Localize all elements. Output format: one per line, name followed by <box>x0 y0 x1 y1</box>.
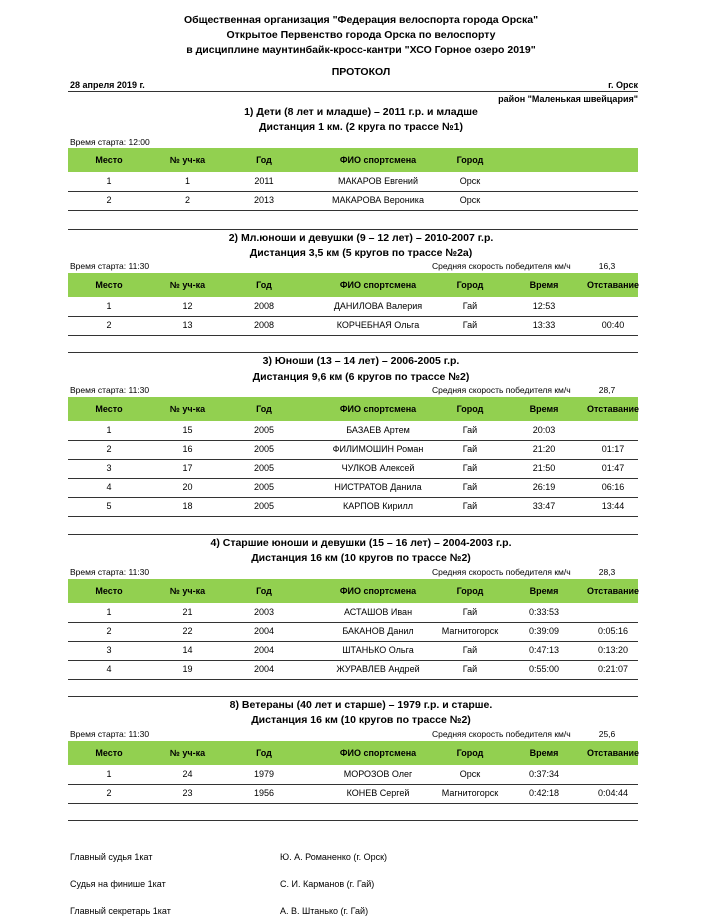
cell-place: 4 <box>106 482 112 492</box>
cell-gap: 13:44 <box>601 501 625 511</box>
col-city: Город <box>456 586 484 596</box>
col-year: Год <box>256 748 272 758</box>
header-divider <box>68 91 638 92</box>
col-year: Год <box>256 404 272 414</box>
cell-name: БАЗАЕВ Артем <box>346 425 410 435</box>
cell-place: 1 <box>106 607 112 617</box>
col-number: № уч-ка <box>169 155 206 165</box>
cell-number: 19 <box>182 664 193 674</box>
table-row <box>68 765 638 785</box>
cell-number: 18 <box>182 501 193 511</box>
cell-city: Гай <box>462 501 478 511</box>
cell-city: Гай <box>462 664 478 674</box>
cell-place: 1 <box>106 769 112 779</box>
cell-time: 20:03 <box>532 425 556 435</box>
cell-city: Гай <box>462 607 478 617</box>
speed-value: 28,3 <box>598 567 616 577</box>
col-gap: Отставание <box>586 586 640 596</box>
speed-label: Средняя скорость победителя км/ч <box>432 385 571 395</box>
cell-time: 12:53 <box>532 301 556 311</box>
table-header <box>68 148 638 172</box>
event-city: г. Орск <box>608 80 638 90</box>
col-year: Год <box>256 586 272 596</box>
cell-city: Гай <box>462 463 478 473</box>
col-year: Год <box>256 155 272 165</box>
cell-year: 2008 <box>253 301 275 311</box>
cell-time: 13:33 <box>532 320 556 330</box>
cell-year: 2005 <box>253 425 275 435</box>
cell-place: 2 <box>106 788 112 798</box>
col-name: ФИО спортсмена <box>339 280 417 290</box>
cell-name: НИСТРАТОВ Данила <box>334 482 422 492</box>
col-name: ФИО спортсмена <box>339 586 417 596</box>
table-header <box>68 273 638 297</box>
signature-name: А. В. Штанько (г. Гай) <box>280 906 369 916</box>
section-title: 3) Юноши (13 – 14 лет) – 2006-2005 г.р. <box>262 355 460 367</box>
col-place: Место <box>95 280 123 290</box>
cell-name: ФИЛИМОШИН Роман <box>332 444 424 454</box>
cell-time: 0:37:34 <box>528 769 560 779</box>
cell-place: 2 <box>106 320 112 330</box>
cell-number: 20 <box>182 482 193 492</box>
cell-year: 2004 <box>253 645 275 655</box>
cell-gap: 0:13:20 <box>597 645 629 655</box>
cell-time: 0:55:00 <box>528 664 560 674</box>
cell-year: 2005 <box>253 482 275 492</box>
cell-year: 2005 <box>253 501 275 511</box>
signature-name: С. И. Карманов (г. Гай) <box>280 879 375 889</box>
cell-name: КАРПОВ Кирилл <box>342 501 414 511</box>
col-gap: Отставание <box>586 748 640 758</box>
cell-name: КОРЧЕБНАЯ Ольга <box>336 320 420 330</box>
table-row <box>68 497 638 517</box>
section-divider <box>68 696 638 697</box>
cell-number: 22 <box>182 626 193 636</box>
col-time: Время <box>529 280 559 290</box>
col-year: Год <box>256 280 272 290</box>
cell-number: 24 <box>182 769 193 779</box>
cell-name: ДАНИЛОВА Валерия <box>333 301 423 311</box>
cell-city: Магнитогорск <box>441 626 499 636</box>
table-row <box>68 459 638 479</box>
section-distance: Дистанция 3,5 км (5 кругов по трассе №2а) <box>249 247 473 259</box>
cell-name: МАКАРОВА Вероника <box>332 195 424 205</box>
table-row <box>68 316 638 336</box>
start-time: Время старта: 11:30 <box>70 385 150 395</box>
cell-place: 3 <box>106 645 112 655</box>
cell-number: 2 <box>184 195 190 205</box>
cell-time: 0:42:18 <box>528 788 560 798</box>
cell-name: МОРОЗОВ Олег <box>343 769 413 779</box>
table-header <box>68 741 638 765</box>
cell-time: 21:20 <box>532 444 556 454</box>
section-distance: Дистанция 16 км (10 кругов по трассе №2) <box>251 552 471 564</box>
signature-name: Ю. А. Романенко (г. Орск) <box>280 852 388 862</box>
col-time: Время <box>529 586 559 596</box>
col-place: Место <box>95 748 123 758</box>
cell-time: 0:33:53 <box>528 607 560 617</box>
cell-year: 2005 <box>253 444 275 454</box>
section-title: 8) Ветераны (40 лет и старше) – 1979 г.р. и старше. <box>229 699 493 711</box>
cell-year: 2005 <box>253 463 275 473</box>
speed-value: 25,6 <box>598 729 616 739</box>
speed-value: 16,3 <box>598 261 616 271</box>
col-name: ФИО спортсмена <box>339 404 417 414</box>
event-date: 28 апреля 2019 г. <box>70 80 145 90</box>
cell-gap: 0:21:07 <box>597 664 629 674</box>
cell-year: 2004 <box>253 626 275 636</box>
col-gap: Отставание <box>586 280 640 290</box>
cell-gap: 01:17 <box>601 444 625 454</box>
cell-name: АСТАШОВ Иван <box>343 607 413 617</box>
table-row <box>68 622 638 642</box>
table-row <box>68 603 638 623</box>
protocol-title: ПРОТОКОЛ <box>331 66 391 78</box>
cell-time: 0:39:09 <box>528 626 560 636</box>
cell-city: Орск <box>459 769 481 779</box>
cell-city: Орск <box>459 176 481 186</box>
cell-time: 26:19 <box>532 482 556 492</box>
table-row <box>68 784 638 804</box>
table-header <box>68 579 638 603</box>
cell-gap: 00:40 <box>601 320 625 330</box>
table-row <box>68 421 638 441</box>
cell-city: Гай <box>462 425 478 435</box>
cell-year: 2003 <box>253 607 275 617</box>
start-time: Время старта: 11:30 <box>70 567 150 577</box>
speed-label: Средняя скорость победителя км/ч <box>432 261 571 271</box>
speed-value: 28,7 <box>598 385 616 395</box>
start-time: Время старта: 11:30 <box>70 261 150 271</box>
cell-number: 15 <box>182 425 193 435</box>
cell-number: 21 <box>182 607 193 617</box>
table-row <box>68 297 638 317</box>
section-distance: Дистанция 1 км. (2 круга по трассе №1) <box>259 121 463 133</box>
cell-year: 1956 <box>253 788 275 798</box>
cell-name: МАКАРОВ Евгений <box>338 176 418 186</box>
cell-city: Гай <box>462 444 478 454</box>
col-number: № уч-ка <box>169 748 206 758</box>
cell-number: 1 <box>184 176 190 186</box>
col-city: Город <box>456 748 484 758</box>
table-row <box>68 440 638 460</box>
cell-place: 3 <box>106 463 112 473</box>
discipline-title: в дисциплине маунтинбайк-кросс-кантри "ХСО Горное озеро 2019" <box>186 44 536 56</box>
section-divider <box>68 820 638 821</box>
cell-place: 2 <box>106 195 112 205</box>
table-row <box>68 641 638 661</box>
col-place: Место <box>95 404 123 414</box>
cell-number: 14 <box>182 645 193 655</box>
cell-place: 5 <box>106 501 112 511</box>
cell-place: 1 <box>106 176 112 186</box>
cell-name: ЖУРАВЛЕВ Андрей <box>336 664 420 674</box>
section-title: 4) Старшие юноши и девушки (15 – 16 лет) – 2004-2003 г.р. <box>210 537 512 549</box>
table-row <box>68 172 638 192</box>
cell-city: Магнитогорск <box>441 788 499 798</box>
cell-year: 1979 <box>253 769 275 779</box>
col-gap: Отставание <box>586 404 640 414</box>
cell-number: 23 <box>182 788 193 798</box>
section-title: 2) Мл.юноши и девушки (9 – 12 лет) – 2010-2007 г.р. <box>228 232 494 244</box>
table-row <box>68 478 638 498</box>
cell-city: Гай <box>462 320 478 330</box>
section-divider <box>68 534 638 535</box>
section-distance: Дистанция 16 км (10 кругов по трассе №2) <box>251 714 471 726</box>
cell-number: 13 <box>182 320 193 330</box>
cell-place: 2 <box>106 444 112 454</box>
cell-city: Орск <box>459 195 481 205</box>
section-distance: Дистанция 9,6 км (6 кругов по трассе №2) <box>252 371 470 383</box>
cell-name: ШТАНЬКО Ольга <box>342 645 414 655</box>
section-divider <box>68 229 638 230</box>
col-name: ФИО спортсмена <box>339 155 417 165</box>
cell-number: 17 <box>182 463 193 473</box>
cell-year: 2004 <box>253 664 275 674</box>
col-city: Город <box>456 155 484 165</box>
col-time: Время <box>529 748 559 758</box>
col-place: Место <box>95 155 123 165</box>
section-title: 1) Дети (8 лет и младше) – 2011 г.р. и младше <box>244 106 478 118</box>
speed-label: Средняя скорость победителя км/ч <box>432 729 571 739</box>
cell-gap: 0:04:44 <box>597 788 629 798</box>
cell-time: 21:50 <box>532 463 556 473</box>
cell-year: 2011 <box>254 176 274 186</box>
col-place: Место <box>95 586 123 596</box>
section-divider <box>68 352 638 353</box>
cell-number: 16 <box>182 444 193 454</box>
start-time: Время старта: 11:30 <box>70 729 150 739</box>
cell-year: 2013 <box>253 195 275 205</box>
table-row <box>68 660 638 680</box>
org-title: Общественная организация "Федерация велоспорта города Орска" <box>183 14 539 26</box>
cell-name: ЧУЛКОВ Алексей <box>341 463 415 473</box>
speed-label: Средняя скорость победителя км/ч <box>432 567 571 577</box>
cell-gap: 0:05:16 <box>597 626 629 636</box>
event-title: Открытое Первенство города Орска по велоспорту <box>226 29 496 41</box>
cell-name: КОНЕВ Сергей <box>346 788 410 798</box>
cell-place: 2 <box>106 626 112 636</box>
signature-role: Главный судья 1кат <box>70 852 153 862</box>
col-number: № уч-ка <box>169 280 206 290</box>
col-city: Город <box>456 404 484 414</box>
table-row <box>68 191 638 211</box>
cell-city: Гай <box>462 301 478 311</box>
signature-role: Главный секретарь 1кат <box>70 906 171 916</box>
cell-time: 0:47:13 <box>528 645 560 655</box>
cell-time: 33:47 <box>532 501 556 511</box>
col-time: Время <box>529 404 559 414</box>
start-time: Время старта: 12:00 <box>70 137 150 147</box>
cell-year: 2008 <box>253 320 275 330</box>
col-number: № уч-ка <box>169 404 206 414</box>
col-city: Город <box>456 280 484 290</box>
cell-gap: 01:47 <box>601 463 625 473</box>
cell-city: Гай <box>462 645 478 655</box>
col-number: № уч-ка <box>169 586 206 596</box>
col-name: ФИО спортсмена <box>339 748 417 758</box>
cell-name: БАКАНОВ Данил <box>342 626 414 636</box>
cell-place: 1 <box>106 301 112 311</box>
event-district: район "Маленькая швейцария" <box>498 94 638 104</box>
signature-role: Судья на финише 1кат <box>70 879 166 889</box>
cell-place: 1 <box>106 425 112 435</box>
table-header <box>68 397 638 421</box>
cell-place: 4 <box>106 664 112 674</box>
cell-gap: 06:16 <box>601 482 625 492</box>
cell-city: Гай <box>462 482 478 492</box>
cell-number: 12 <box>182 301 193 311</box>
